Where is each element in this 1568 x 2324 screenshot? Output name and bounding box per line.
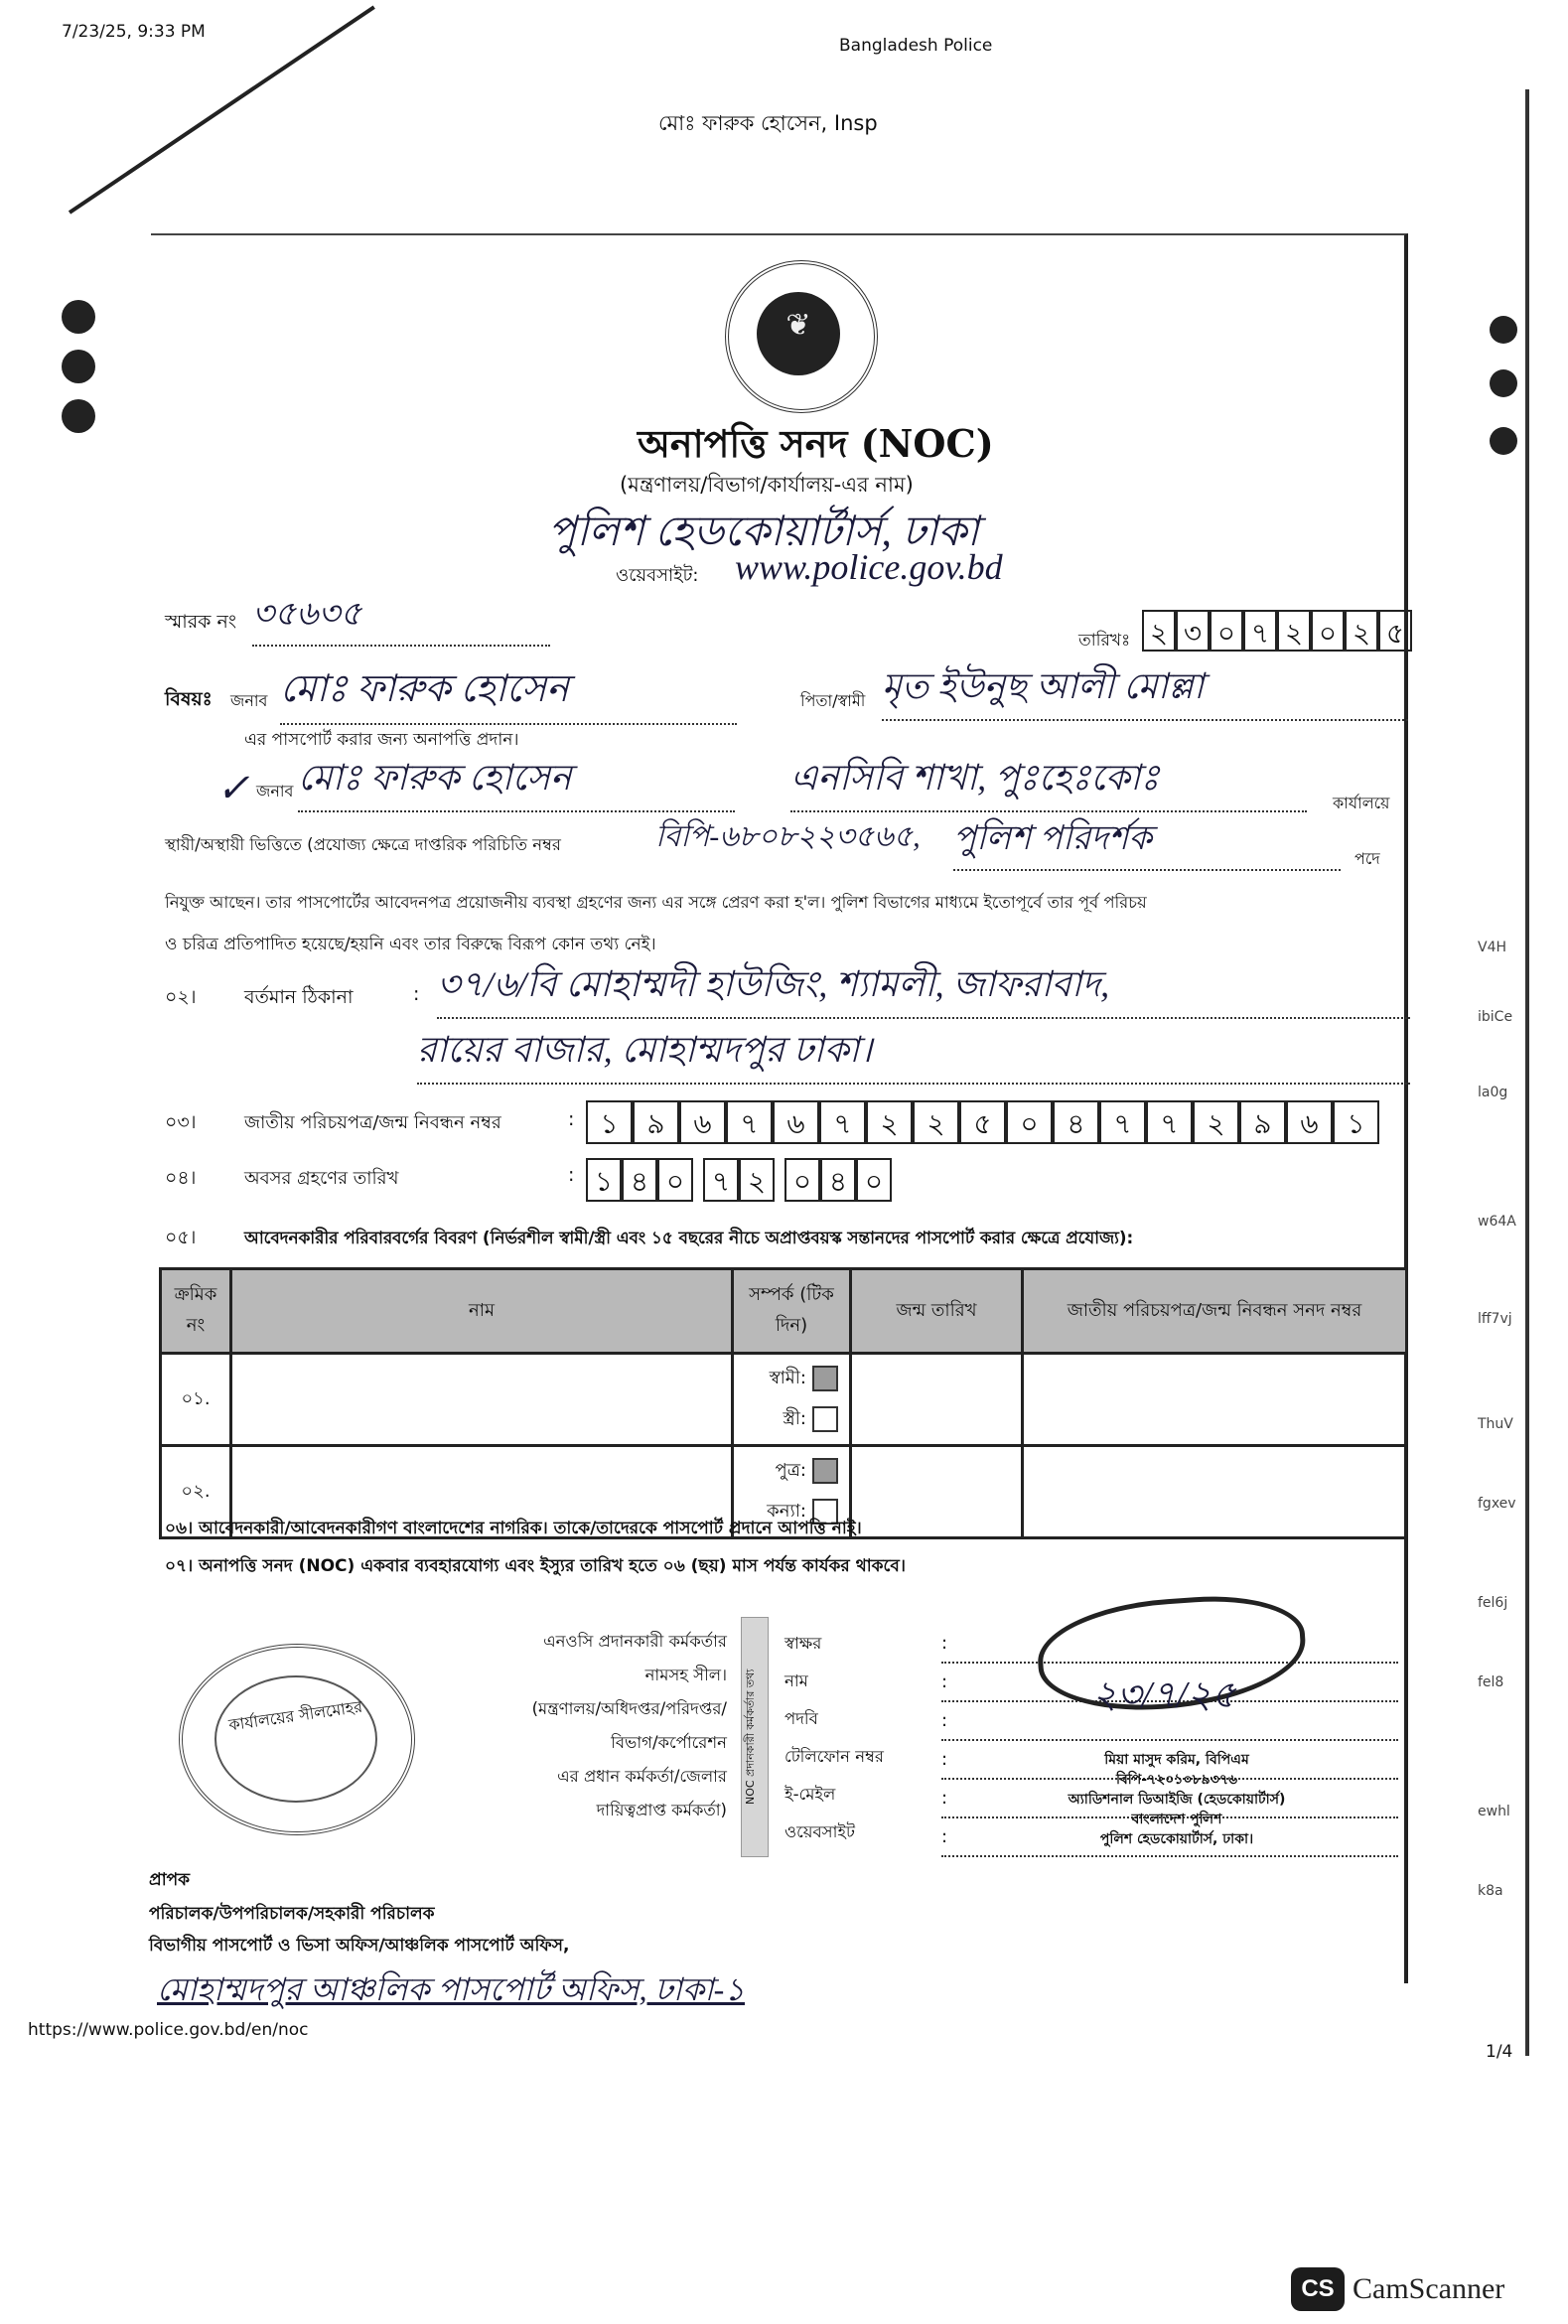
stamp-line: বাংলাদেশ পুলিশ <box>1131 1812 1222 1827</box>
stamp-line: অ্যাডিশনাল ডিআইজি (হেডকোয়ার্টার্স) <box>1068 1792 1286 1808</box>
date-boxes <box>1142 610 1412 652</box>
table-row <box>161 1354 1407 1446</box>
family-table <box>159 1267 1408 1539</box>
subject-label: বিষয়ঃ <box>165 688 213 710</box>
address-line-1: ৩৭/৬/বি মোহাম্মদী হাউজিং, শ্যামলী, জাফরাবাদ, <box>437 957 1410 1019</box>
retire-digit: ১ <box>586 1158 622 1202</box>
subject-janab-label: জনাব <box>230 691 268 710</box>
margin-fragment: lff7vj <box>1478 1311 1512 1327</box>
item-04-label: অবসর গ্রহণের তারিখ <box>244 1168 399 1189</box>
officer-line: নামসহ সীল। <box>644 1666 727 1684</box>
youtube-icon <box>62 350 95 383</box>
margin-fragment: la0g <box>1478 1085 1508 1100</box>
sig-field-label: ওয়েবসাইট <box>784 1822 855 1841</box>
father-name: মৃত ইউনুছ আলী মোল্লা <box>882 659 1408 721</box>
address-line-2: রায়ের বাজার, মোহাম্মদপুর ঢাকা। <box>417 1023 1410 1085</box>
body-office: এনসিবি শাখা, পুঃহেঃকোঃ <box>790 751 1307 812</box>
date-digit: ৩ <box>1176 610 1210 652</box>
table-header: নাম <box>231 1269 733 1354</box>
checkbox-son[interactable] <box>812 1458 838 1484</box>
nid-digit: ৬ <box>773 1100 819 1144</box>
table-header: জাতীয় পরিচয়পত্র/জন্ম নিবন্ধন সনদ নম্বর <box>1023 1269 1407 1354</box>
nid-digit: ৭ <box>1146 1100 1193 1144</box>
margin-fragment: fel6j <box>1478 1595 1508 1611</box>
table-header: জন্ম তারিখ <box>851 1269 1023 1354</box>
nid-digit: ৯ <box>1239 1100 1286 1144</box>
recipient-line-1: পরিচালক/উপপরিচালক/সহকারী পরিচালক <box>149 1904 435 1924</box>
relation-cell <box>733 1354 851 1446</box>
nid-digit: ৫ <box>959 1100 1006 1144</box>
margin-fragment: ibiCe <box>1478 1009 1513 1025</box>
officer-line: (মন্ত্রণালয়/অধিদপ্তর/পরিদপ্তর/ <box>531 1699 727 1718</box>
margin-fragment: ewhl <box>1478 1804 1510 1819</box>
margin-fragment: w64A <box>1478 1214 1516 1230</box>
item-02-number: ০২। <box>165 986 197 1008</box>
retire-digit: ২ <box>739 1158 775 1202</box>
name-cell <box>231 1354 733 1446</box>
table-header: সম্পর্ক (টিক দিন) <box>733 1269 851 1354</box>
office-seal <box>179 1644 415 1835</box>
officer-block <box>457 1625 727 1827</box>
date-digit: ২ <box>1142 610 1176 652</box>
right-margin-icon <box>1490 369 1517 397</box>
body-post: পুলিশ পরিদর্শক <box>953 812 1341 871</box>
recipient-handwritten: মোহাম্মদপুর আঞ্চলিক পাসপোর্ট অফিস, ঢাকা-১ <box>157 1971 745 2007</box>
item-05-label: আবেদনকারীর পরিবারবর্গের বিবরণ (নির্ভরশীল স্বামী/স্ত্রী এবং ১৫ বছরের নীচে অপ্রাপ্তবয়স্ক সন্তানদের পাসপোর্ট করার ক্ষেত্রে প্রযোজ্য): <box>244 1228 1134 1247</box>
date-digit: ৫ <box>1378 610 1412 652</box>
signature-date: ২৩/৭/২৫ <box>1092 1674 1236 1716</box>
retire-digit: ৭ <box>703 1158 739 1202</box>
nid-digit: ৭ <box>726 1100 773 1144</box>
government-emblem: ❦ <box>725 260 878 413</box>
retire-digit: ৪ <box>622 1158 657 1202</box>
nid-digit: ৬ <box>1286 1100 1333 1144</box>
website-label: ওয়েবসাইট: <box>616 565 699 586</box>
camscanner-logo-icon: CS <box>1291 2267 1345 2311</box>
checkbox-husband[interactable] <box>812 1366 838 1391</box>
margin-fragment: ThuV <box>1478 1416 1513 1432</box>
nid-digit: ৭ <box>819 1100 866 1144</box>
margin-fragment: fel8 <box>1478 1674 1504 1690</box>
nid-digit: ২ <box>913 1100 959 1144</box>
right-margin-icon <box>1490 316 1517 344</box>
officer-line: বিভাগ/কর্পোরেশন <box>611 1733 727 1752</box>
sig-field-label: পদবি <box>784 1709 818 1728</box>
date-digit: ০ <box>1210 610 1243 652</box>
print-footer-url: https://www.police.gov.bd/en/noc <box>28 2020 309 2040</box>
margin-fragment: k8a <box>1478 1883 1503 1899</box>
checkmark-icon: ✓ <box>216 766 250 810</box>
sig-field-label: ই-মেইল <box>784 1785 836 1804</box>
item-06: ০৬। আবেদনকারী/আবেদনকারীগণ বাংলাদেশের নাগরিক। তাকে/তাদেরকে পাসপোর্ট প্রদানে আপত্তি নাই। <box>165 1519 862 1538</box>
document-subtitle: (মন্ত্রণালয়/বিভাগ/কার্যালয়-এর নাম) <box>620 473 914 497</box>
date-digit: ২ <box>1345 610 1378 652</box>
body-id: বিপি-৬৮০৮২২৩৫৬৫, <box>655 820 921 853</box>
stamp-line: বিপি-৭২০১০৮৯৩৭৬ <box>1115 1772 1238 1788</box>
print-page-title: Bangladesh Police <box>839 36 993 56</box>
sig-field-label: স্বাক্ষর <box>784 1634 822 1653</box>
colon: : <box>568 1108 575 1130</box>
noc-vertical-bar: NOC প্রদানকারী কর্মকর্তার তথ্য <box>741 1617 769 1857</box>
date-label: তারিখঃ <box>1078 631 1131 651</box>
camscanner-watermark <box>1291 2267 1504 2311</box>
retire-digit: ৪ <box>820 1158 856 1202</box>
item-04-number: ০৪। <box>165 1167 197 1189</box>
colon: : <box>413 983 420 1005</box>
print-page-number: 1/4 <box>1486 2042 1513 2062</box>
margin-fragment: V4H <box>1478 940 1507 955</box>
table-header: ক্রমিক নং <box>161 1269 231 1354</box>
relation-label: পুত্র: <box>775 1460 806 1481</box>
recipient-line-2: বিভাগীয় পাসপোর্ট ও ভিসা অফিস/আঞ্চলিক পাসপোর্ট অফিস, <box>149 1936 570 1956</box>
officer-line: দায়িত্বপ্রাপ্ত কর্মকর্তা) <box>596 1801 727 1819</box>
nid-boxes <box>586 1100 1379 1144</box>
right-margin-icon <box>1490 427 1517 455</box>
subject-name: মোঃ ফারুক হোসেন <box>280 659 737 725</box>
signature-fields <box>784 1625 884 1851</box>
body-line-4: ও চরিত্র প্রতিপাদিত হয়েছে/হয়নি এবং তার বিরুদ্ধে বিরূপ কোন তথ্য নেই। <box>165 935 656 954</box>
relation-label: কন্যা: <box>767 1501 806 1522</box>
subject-tail: এর পাসপোর্ট করার জন্য অনাপত্তি প্রদান। <box>244 730 519 750</box>
top-officer-name: মোঃ ফারুক হোসেন, Insp <box>658 111 878 135</box>
camscanner-text: CamScanner <box>1353 2272 1505 2305</box>
date-digit: ০ <box>1311 610 1345 652</box>
retire-digit: ০ <box>657 1158 693 1202</box>
sig-field-label: টেলিফোন নম্বর <box>784 1747 884 1766</box>
nid-cell <box>1023 1446 1407 1538</box>
nid-digit: ১ <box>586 1100 633 1144</box>
item-03-number: ০৩। <box>165 1111 197 1133</box>
retire-digit: ০ <box>784 1158 820 1202</box>
retire-date-boxes <box>586 1158 892 1202</box>
checkbox-wife[interactable] <box>812 1406 838 1432</box>
nid-digit: ২ <box>866 1100 913 1144</box>
memo-value: ৩৫৬৩৫ <box>252 588 550 647</box>
twitter-icon <box>62 399 95 433</box>
dob-cell <box>851 1446 1023 1538</box>
colon: : <box>568 1164 575 1186</box>
sig-field-label: নাম <box>784 1671 808 1690</box>
relation-label: স্বামী: <box>769 1368 806 1388</box>
relation-label: স্ত্রী: <box>783 1408 806 1429</box>
signature-dotted-lines: : : : : : : <box>941 1625 1398 1857</box>
body-line-3: নিযুক্ত আছেন। তার পাসপোর্টের আবেদনপত্র প্রয়োজনীয় ব্যবস্থা গ্রহণের জন্য এর সঙ্গে প্রেরণ করা হ'ল। পুলিশ বিভাগের মাধ্যমে ইতোপূর্বে তার পূর্ব পরিচয় <box>165 893 1147 912</box>
website-value: www.police.gov.bd <box>735 547 1003 587</box>
body-janab-label: জনাব <box>256 782 294 800</box>
nid-cell <box>1023 1354 1407 1446</box>
body-office-tail: কার্যালয়ে <box>1333 794 1390 812</box>
date-digit: ৭ <box>1243 610 1277 652</box>
serial-cell: ০২. <box>161 1446 231 1538</box>
memo-label: স্মারক নং <box>165 611 237 633</box>
officer-line: এনওসি প্রদানকারী কর্মকর্তার <box>543 1632 727 1651</box>
document-title: অনাপত্তি সনদ (NOC) <box>638 421 994 466</box>
nid-digit: ১ <box>1333 1100 1379 1144</box>
nid-digit: ৪ <box>1053 1100 1099 1144</box>
seal-text: কার্যালয়ের সীলমোহর <box>227 1696 364 1735</box>
nid-digit: ০ <box>1006 1100 1053 1144</box>
stamp-line: মিয়া মাসুদ করিম, বিপিএম <box>1104 1752 1249 1768</box>
dob-cell <box>851 1354 1023 1446</box>
stamp-line: পুলিশ হেডকোয়ার্টার্স, ঢাকা। <box>1099 1831 1254 1847</box>
body-post-tail: পদে <box>1354 849 1380 868</box>
nid-digit: ৯ <box>633 1100 679 1144</box>
nid-digit: ২ <box>1193 1100 1239 1144</box>
nid-digit: ৬ <box>679 1100 726 1144</box>
item-07: ০৭। অনাপত্তি সনদ (NOC) একবার ব্যবহারযোগ্য এবং ইস্যুর তারিখ হতে ০৬ (ছয়) মাস পর্যন্ত কার্যকর থাকবে। <box>165 1556 906 1576</box>
recipient-label: প্রাপক <box>149 1870 191 1890</box>
margin-fragment: fgxev <box>1478 1496 1516 1512</box>
serial-cell: ০১. <box>161 1354 231 1446</box>
item-03-label: জাতীয় পরিচয়পত্র/জন্ম নিবন্ধন নম্বর <box>244 1112 501 1133</box>
nid-digit: ৭ <box>1099 1100 1146 1144</box>
date-digit: ২ <box>1277 610 1311 652</box>
print-datetime: 7/23/25, 9:33 PM <box>62 22 206 42</box>
officer-line: এর প্রধান কর্মকর্তা/জেলার <box>557 1767 727 1786</box>
body-name: মোঃ ফারুক হোসেন <box>298 751 735 812</box>
facebook-icon <box>62 300 95 334</box>
page-edge-line <box>1525 89 1529 2056</box>
body-line-2: স্থায়ী/অস্থায়ী ভিত্তিতে (প্রযোজ্য ক্ষেত্রে দাপ্তরিক পরিচিতি নম্বর <box>165 835 561 854</box>
item-02-label: বর্তমান ঠিকানা <box>244 986 354 1008</box>
item-05-number: ০৫। <box>165 1227 197 1248</box>
ministry-name-handwritten: পুলিশ হেডকোয়ার্টার্স, ঢাকা <box>548 509 979 555</box>
father-label: পিতা/স্বামী <box>800 691 866 710</box>
officer-stamp <box>1013 1750 1341 1849</box>
retire-digit: ০ <box>856 1158 892 1202</box>
